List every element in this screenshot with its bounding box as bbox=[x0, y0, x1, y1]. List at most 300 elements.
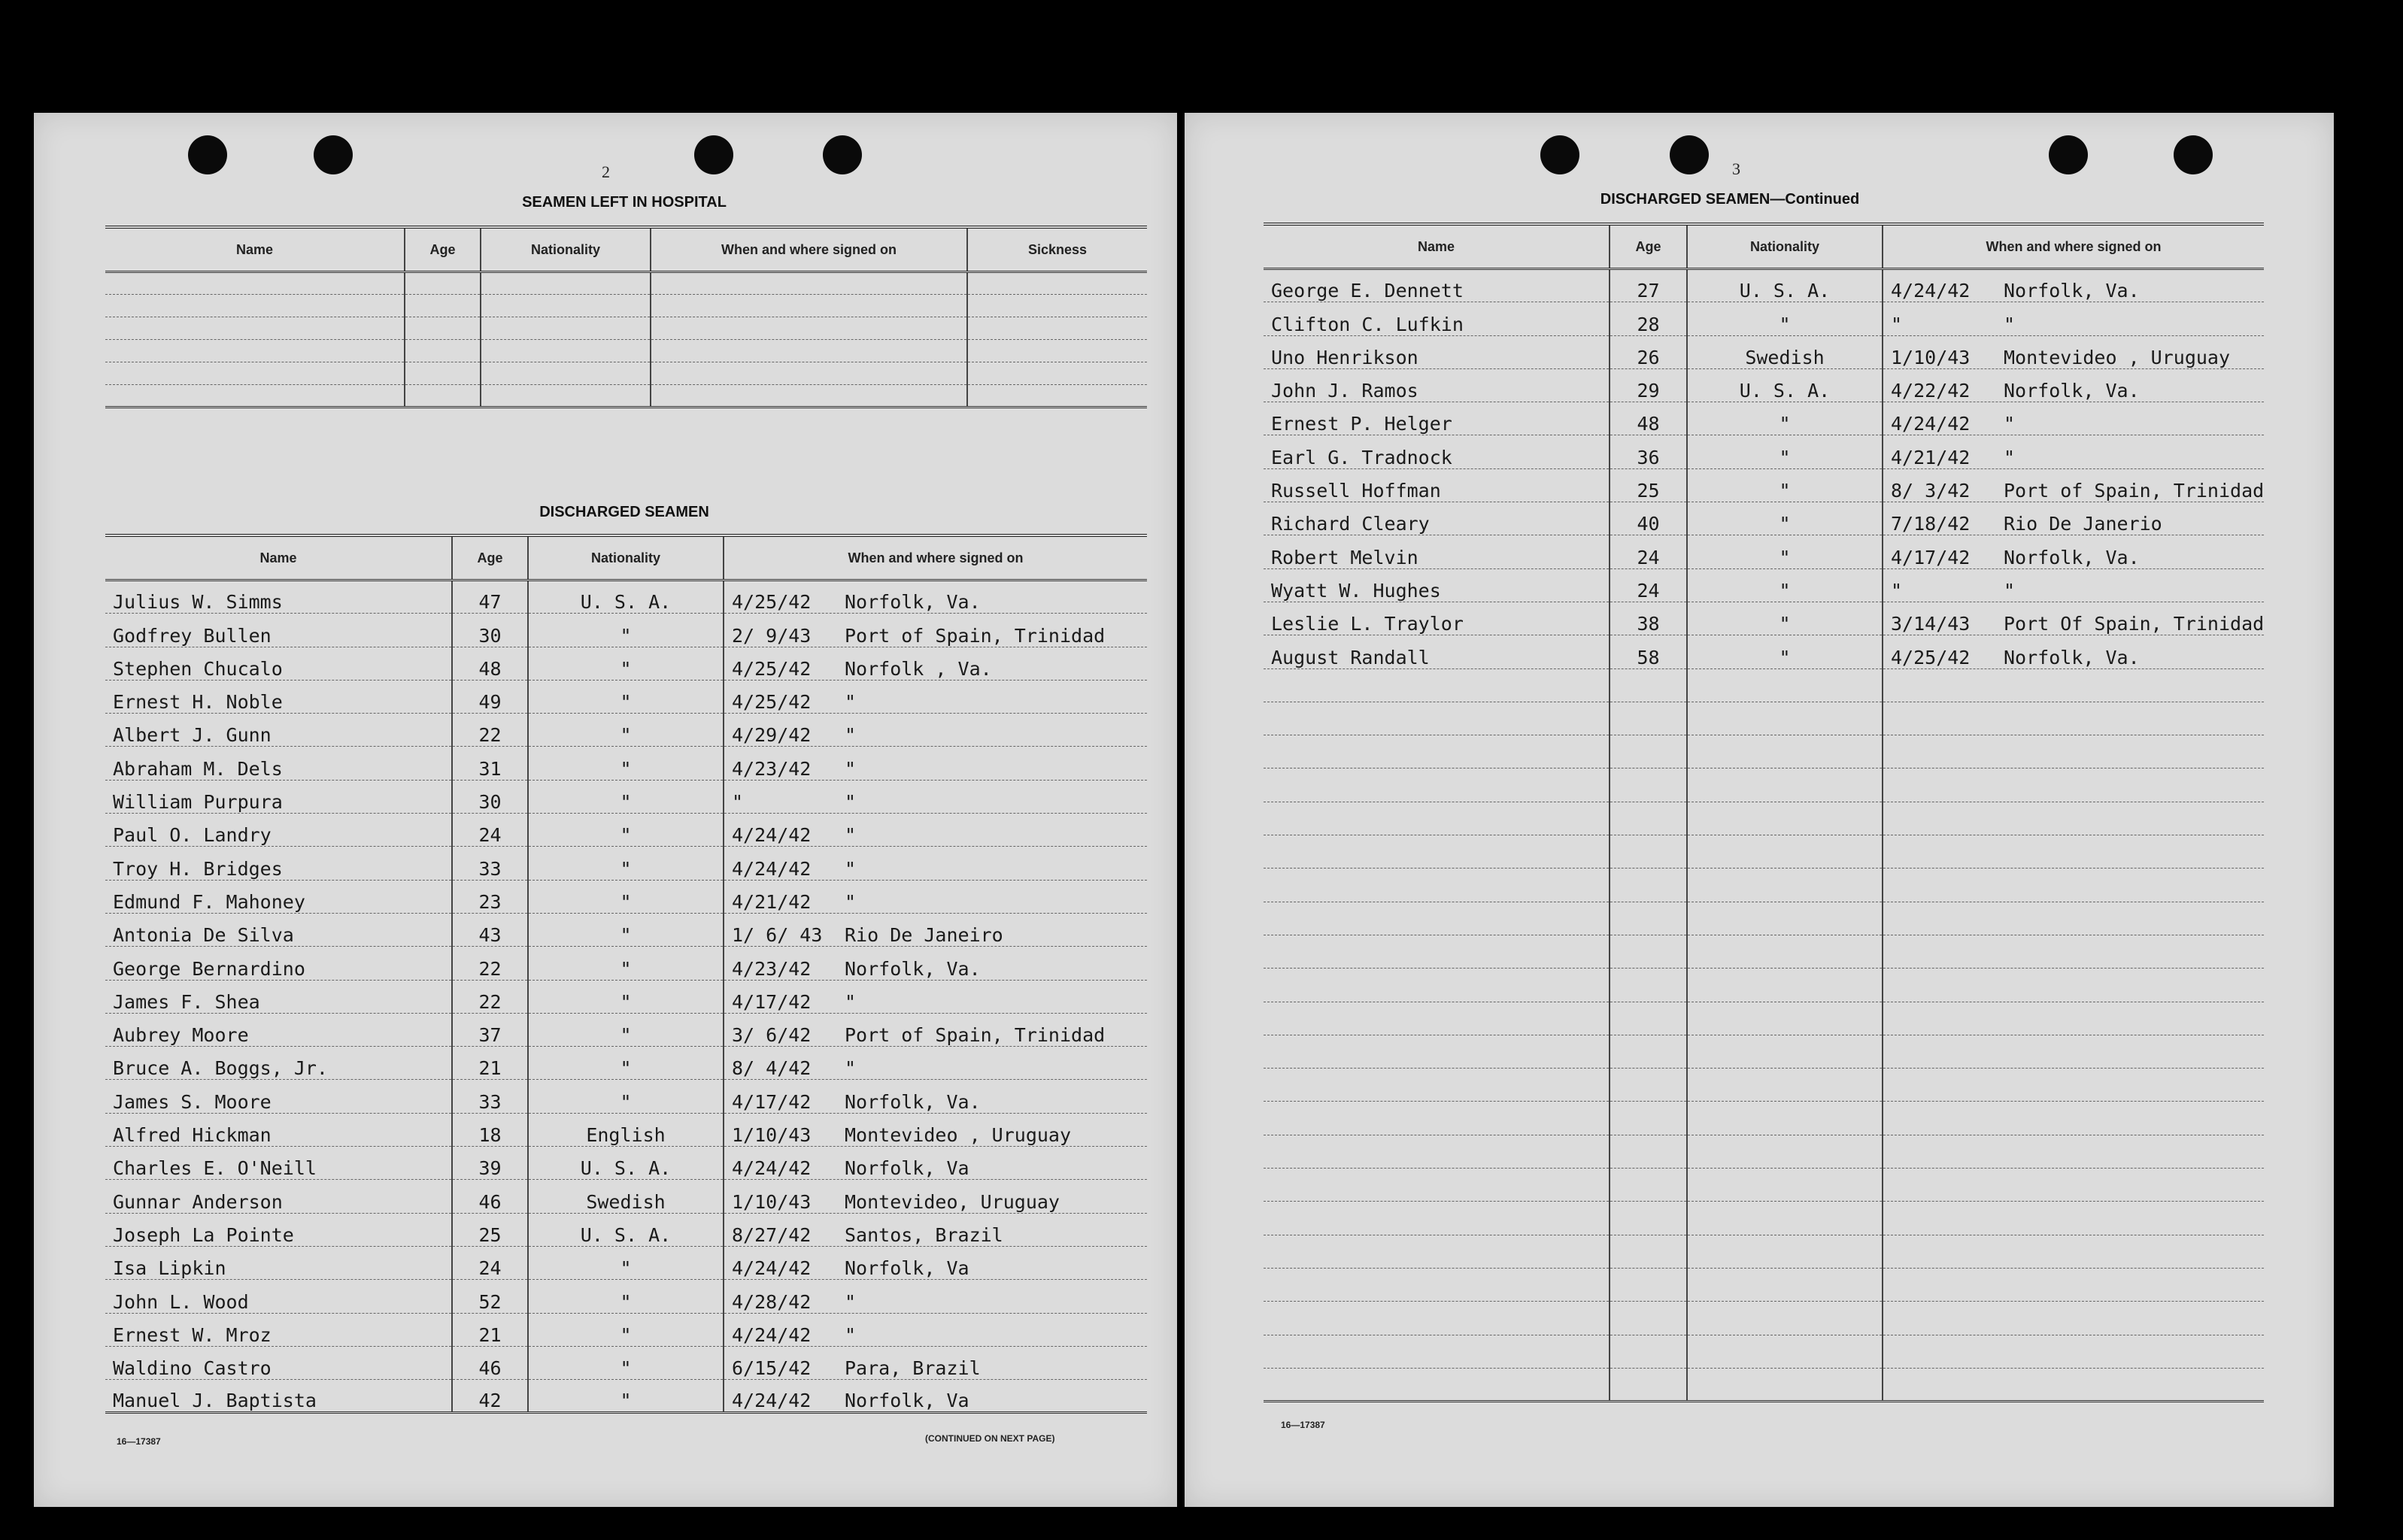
punch-hole bbox=[314, 135, 353, 174]
empty-cell bbox=[1264, 1169, 1610, 1202]
signed-on-date: 4/24/42 bbox=[732, 1390, 812, 1412]
empty-cell bbox=[1883, 935, 2264, 968]
table-row bbox=[1264, 568, 2264, 602]
empty-cell bbox=[651, 317, 967, 340]
table-row bbox=[105, 647, 1147, 680]
seaman-nationality: " bbox=[1687, 302, 1883, 335]
empty-cell bbox=[1264, 1268, 1610, 1301]
empty-cell bbox=[1264, 869, 1610, 902]
signed-on-place: Norfolk, Va bbox=[845, 1157, 969, 1180]
empty-cell bbox=[105, 385, 405, 408]
empty-cell bbox=[1264, 902, 1610, 935]
empty-cell bbox=[1687, 1335, 1883, 1368]
empty-cell bbox=[1883, 1202, 2264, 1235]
table-row bbox=[105, 780, 1147, 813]
seaman-nationality: Swedish bbox=[528, 1180, 724, 1213]
column-header-name: Name bbox=[105, 535, 452, 581]
seaman-nationality: U. S. A. bbox=[1687, 368, 1883, 402]
table-row bbox=[1264, 435, 2264, 468]
signed-on-cell bbox=[724, 581, 1147, 614]
seaman-name: Earl G. Tradnock bbox=[1264, 435, 1610, 468]
table-row bbox=[1264, 335, 2264, 368]
signed-on-place: " bbox=[845, 890, 857, 913]
empty-cell bbox=[1883, 1235, 2264, 1268]
signed-on-place: " bbox=[845, 857, 857, 880]
seaman-age: 31 bbox=[452, 747, 528, 780]
seaman-age: 25 bbox=[1610, 468, 1687, 502]
discharged-section-title: DISCHARGED SEAMEN bbox=[539, 504, 709, 520]
signed-on-date: 4/21/42 bbox=[732, 890, 812, 913]
seaman-age: 46 bbox=[452, 1180, 528, 1213]
signed-on-place: " bbox=[845, 1323, 857, 1346]
punch-hole bbox=[1670, 135, 1709, 174]
seaman-age: 36 bbox=[1610, 435, 1687, 468]
empty-cell bbox=[1610, 1069, 1687, 1102]
signed-on-date: 4/29/42 bbox=[732, 724, 812, 747]
empty-cell bbox=[481, 295, 651, 317]
seaman-nationality: " bbox=[528, 1013, 724, 1046]
signed-on-place: Port of Spain, Trinidad bbox=[2004, 480, 2265, 502]
seaman-nationality: " bbox=[528, 814, 724, 847]
seaman-name: Abraham M. Dels bbox=[105, 747, 452, 780]
signed-on-date: 4/24/42 bbox=[732, 857, 812, 880]
seaman-age: 38 bbox=[1610, 602, 1687, 635]
seaman-nationality: " bbox=[528, 1380, 724, 1413]
signed-on-date: " bbox=[732, 791, 744, 814]
empty-cell bbox=[405, 385, 481, 408]
seaman-name: John L. Wood bbox=[105, 1280, 452, 1313]
page-number: 3 bbox=[1732, 159, 1740, 178]
empty-cell bbox=[1610, 902, 1687, 935]
empty-row bbox=[1264, 1102, 2264, 1135]
seaman-name: Alfred Hickman bbox=[105, 1113, 452, 1146]
seaman-name: Joseph La Pointe bbox=[105, 1213, 452, 1246]
signed-on-date: " bbox=[1891, 313, 1903, 335]
seaman-age: 58 bbox=[1610, 635, 1687, 668]
signed-on-cell bbox=[1883, 635, 2264, 668]
empty-cell bbox=[105, 295, 405, 317]
column-header-nationality: Nationality bbox=[528, 535, 724, 581]
empty-cell bbox=[1687, 1069, 1883, 1102]
signed-on-date: 4/17/42 bbox=[732, 1090, 812, 1113]
empty-cell bbox=[1687, 702, 1883, 735]
empty-row bbox=[1264, 902, 2264, 935]
signed-on-cell bbox=[724, 814, 1147, 847]
empty-row bbox=[1264, 1202, 2264, 1235]
seaman-nationality: " bbox=[528, 980, 724, 1013]
table-row bbox=[105, 1180, 1147, 1213]
table-row bbox=[1264, 502, 2264, 535]
table-row bbox=[105, 980, 1147, 1013]
seaman-age: 42 bbox=[452, 1380, 528, 1413]
signed-on-place: Rio De Janerio bbox=[2004, 513, 2162, 535]
empty-cell bbox=[1687, 668, 1883, 702]
signed-on-place: " bbox=[845, 1057, 857, 1080]
continued-note: (CONTINUED ON NEXT PAGE) bbox=[925, 1433, 1055, 1444]
signed-on-date: " bbox=[1891, 579, 1903, 602]
table-row bbox=[1264, 302, 2264, 335]
empty-row bbox=[105, 272, 1147, 295]
seaman-name: Edmund F. Mahoney bbox=[105, 880, 452, 913]
empty-cell bbox=[1610, 768, 1687, 802]
seaman-age: 43 bbox=[452, 913, 528, 946]
empty-cell bbox=[1883, 1335, 2264, 1368]
empty-cell bbox=[1264, 1202, 1610, 1235]
seaman-nationality: " bbox=[1687, 602, 1883, 635]
empty-row bbox=[1264, 768, 2264, 802]
seaman-nationality: " bbox=[528, 1047, 724, 1080]
empty-cell bbox=[967, 295, 1147, 317]
table-row bbox=[105, 1113, 1147, 1146]
signed-on-cell bbox=[724, 1346, 1147, 1379]
signed-on-place: Montevideo, Uruguay bbox=[845, 1190, 1060, 1213]
form-number: 16—17387 bbox=[1281, 1420, 1325, 1430]
empty-cell bbox=[1610, 1102, 1687, 1135]
table-row bbox=[105, 714, 1147, 747]
seaman-name: Paul O. Landry bbox=[105, 814, 452, 847]
seaman-age: 26 bbox=[1610, 335, 1687, 368]
table-row bbox=[105, 747, 1147, 780]
signed-on-place: " bbox=[845, 691, 857, 714]
seaman-name: Stephen Chucalo bbox=[105, 647, 452, 680]
empty-cell bbox=[105, 362, 405, 385]
signed-on-cell bbox=[724, 980, 1147, 1013]
empty-cell bbox=[1610, 1302, 1687, 1335]
seaman-age: 22 bbox=[452, 947, 528, 980]
empty-row bbox=[1264, 1302, 2264, 1335]
empty-cell bbox=[1883, 1069, 2264, 1102]
signed-on-cell bbox=[1883, 435, 2264, 468]
seaman-nationality: " bbox=[528, 1313, 724, 1346]
empty-cell bbox=[1883, 802, 2264, 835]
signed-on-cell bbox=[724, 913, 1147, 946]
empty-row bbox=[1264, 1368, 2264, 1401]
table-row bbox=[105, 913, 1147, 946]
signed-on-cell bbox=[724, 947, 1147, 980]
hospital-table bbox=[105, 226, 1147, 408]
empty-cell bbox=[1610, 702, 1687, 735]
empty-cell bbox=[1610, 1268, 1687, 1301]
empty-cell bbox=[1883, 1002, 2264, 1035]
punch-hole bbox=[694, 135, 733, 174]
empty-cell bbox=[1883, 902, 2264, 935]
empty-row bbox=[1264, 869, 2264, 902]
empty-row bbox=[1264, 668, 2264, 702]
empty-row bbox=[1264, 802, 2264, 835]
signed-on-cell bbox=[724, 680, 1147, 713]
empty-cell bbox=[1264, 1035, 1610, 1068]
signed-on-date: 4/25/42 bbox=[732, 591, 812, 614]
signed-on-cell bbox=[724, 1280, 1147, 1313]
empty-cell bbox=[1883, 969, 2264, 1002]
form-number: 16—17387 bbox=[117, 1436, 161, 1447]
signed-on-cell bbox=[1883, 335, 2264, 368]
signed-on-place: " bbox=[2004, 413, 2016, 435]
seaman-age: 21 bbox=[452, 1313, 528, 1346]
seaman-name: Richard Cleary bbox=[1264, 502, 1610, 535]
table-row bbox=[105, 880, 1147, 913]
signed-on-cell bbox=[1883, 602, 2264, 635]
seaman-age: 49 bbox=[452, 680, 528, 713]
signed-on-place: Port of Spain, Trinidad bbox=[845, 1024, 1106, 1047]
empty-cell bbox=[1883, 668, 2264, 702]
discharged-continued-title bbox=[1561, 191, 1899, 208]
seaman-age: 27 bbox=[1610, 269, 1687, 302]
empty-cell bbox=[1264, 735, 1610, 768]
seaman-name: William Purpura bbox=[105, 780, 452, 813]
seaman-nationality: English bbox=[528, 1113, 724, 1146]
signed-on-date: 8/ 3/42 bbox=[1891, 480, 1971, 502]
empty-cell bbox=[405, 272, 481, 295]
signed-on-cell bbox=[1883, 302, 2264, 335]
signed-on-date: 7/18/42 bbox=[1891, 513, 1971, 535]
empty-cell bbox=[405, 295, 481, 317]
table-row bbox=[105, 1346, 1147, 1379]
empty-cell bbox=[967, 317, 1147, 340]
empty-cell bbox=[1687, 802, 1883, 835]
empty-cell bbox=[651, 295, 967, 317]
signed-on-place: Port of Spain, Trinidad bbox=[845, 624, 1106, 647]
empty-cell bbox=[105, 272, 405, 295]
empty-row bbox=[1264, 702, 2264, 735]
seaman-nationality: " bbox=[528, 780, 724, 813]
empty-cell bbox=[405, 340, 481, 362]
signed-on-cell bbox=[724, 1113, 1147, 1146]
seaman-age: 28 bbox=[1610, 302, 1687, 335]
empty-cell bbox=[1687, 935, 1883, 968]
signed-on-date: 4/17/42 bbox=[1891, 546, 1971, 568]
empty-cell bbox=[967, 362, 1147, 385]
signed-on-date: 4/28/42 bbox=[732, 1290, 812, 1313]
signed-on-place: Norfolk, Va. bbox=[2004, 280, 2140, 302]
signed-on-cell bbox=[724, 847, 1147, 880]
seaman-name: Robert Melvin bbox=[1264, 535, 1610, 568]
signed-on-cell bbox=[724, 647, 1147, 680]
empty-cell bbox=[1687, 768, 1883, 802]
seaman-name: James S. Moore bbox=[105, 1080, 452, 1113]
signed-on-cell bbox=[724, 1313, 1147, 1346]
seaman-name: George Bernardino bbox=[105, 947, 452, 980]
empty-row bbox=[105, 362, 1147, 385]
right-page bbox=[1185, 113, 2334, 1507]
signed-on-place: Port Of Spain, Trinidad bbox=[2004, 613, 2265, 635]
empty-cell bbox=[1264, 1069, 1610, 1102]
empty-cell bbox=[1883, 768, 2264, 802]
empty-row bbox=[1264, 1235, 2264, 1268]
empty-cell bbox=[967, 385, 1147, 408]
empty-cell bbox=[1687, 1102, 1883, 1135]
signed-on-date: 2/ 9/43 bbox=[732, 624, 812, 647]
table-row bbox=[105, 1080, 1147, 1113]
seaman-age: 23 bbox=[452, 880, 528, 913]
signed-on-date: 1/10/43 bbox=[732, 1124, 812, 1147]
empty-cell bbox=[1687, 1135, 1883, 1168]
signed-on-date: 8/ 4/42 bbox=[732, 1057, 812, 1080]
empty-cell bbox=[1687, 735, 1883, 768]
empty-row bbox=[1264, 1268, 2264, 1301]
seaman-age: 24 bbox=[1610, 535, 1687, 568]
table-row bbox=[105, 581, 1147, 614]
empty-cell bbox=[651, 362, 967, 385]
seaman-nationality: " bbox=[528, 747, 724, 780]
punch-hole bbox=[188, 135, 227, 174]
seaman-age: 33 bbox=[452, 1080, 528, 1113]
signed-on-cell bbox=[1883, 402, 2264, 435]
table-row bbox=[105, 1047, 1147, 1080]
page-number: 2 bbox=[602, 162, 610, 181]
table-row bbox=[1264, 468, 2264, 502]
seaman-age: 52 bbox=[452, 1280, 528, 1313]
empty-cell bbox=[1883, 1368, 2264, 1401]
seaman-name: Gunnar Anderson bbox=[105, 1180, 452, 1213]
signed-on-place: " bbox=[845, 1290, 857, 1313]
signed-on-date: 4/24/42 bbox=[732, 824, 812, 847]
empty-cell bbox=[105, 340, 405, 362]
seaman-name: Russell Hoffman bbox=[1264, 468, 1610, 502]
signed-on-place: Norfolk, Va. bbox=[845, 1090, 981, 1113]
table-row bbox=[105, 680, 1147, 713]
empty-row bbox=[1264, 969, 2264, 1002]
seaman-name: Isa Lipkin bbox=[105, 1246, 452, 1279]
signed-on-date: 1/ 6/ 43 bbox=[732, 924, 823, 947]
seaman-age: 22 bbox=[452, 980, 528, 1013]
discharged-table-body bbox=[105, 581, 1147, 1413]
empty-cell bbox=[1687, 1169, 1883, 1202]
seaman-name: Clifton C. Lufkin bbox=[1264, 302, 1610, 335]
empty-cell bbox=[1610, 1169, 1687, 1202]
empty-cell bbox=[405, 317, 481, 340]
signed-on-cell bbox=[1883, 368, 2264, 402]
seaman-nationality: " bbox=[1687, 568, 1883, 602]
seaman-nationality: " bbox=[528, 913, 724, 946]
empty-cell bbox=[1687, 1368, 1883, 1401]
continued-table-body bbox=[1264, 269, 2264, 1402]
table-row bbox=[105, 1313, 1147, 1346]
column-header-signed-on: When and where signed on bbox=[1883, 224, 2264, 269]
empty-cell bbox=[1264, 835, 1610, 869]
signed-on-place: " bbox=[2004, 313, 2016, 335]
punch-hole bbox=[2049, 135, 2088, 174]
empty-cell bbox=[651, 385, 967, 408]
empty-cell bbox=[1610, 1368, 1687, 1401]
signed-on-place: Norfolk, Va. bbox=[845, 957, 981, 980]
table-row bbox=[1264, 535, 2264, 568]
seaman-name: Waldino Castro bbox=[105, 1346, 452, 1379]
seaman-age: 24 bbox=[1610, 568, 1687, 602]
seaman-name: Ernest P. Helger bbox=[1264, 402, 1610, 435]
seaman-nationality: " bbox=[528, 647, 724, 680]
signed-on-cell bbox=[1883, 502, 2264, 535]
table-row bbox=[105, 1280, 1147, 1313]
empty-cell bbox=[651, 272, 967, 295]
signed-on-place: Norfolk, Va. bbox=[845, 591, 981, 614]
seaman-nationality: Swedish bbox=[1687, 335, 1883, 368]
empty-cell bbox=[1264, 935, 1610, 968]
seaman-nationality: " bbox=[528, 947, 724, 980]
column-header-nationality: Nationality bbox=[481, 227, 651, 272]
punch-hole bbox=[823, 135, 862, 174]
empty-cell bbox=[481, 340, 651, 362]
empty-row bbox=[1264, 1135, 2264, 1168]
empty-cell bbox=[1610, 802, 1687, 835]
signed-on-date: 4/17/42 bbox=[732, 990, 812, 1013]
table-row bbox=[1264, 635, 2264, 668]
empty-row bbox=[1264, 1335, 2264, 1368]
empty-cell bbox=[1610, 1035, 1687, 1068]
signed-on-place: " bbox=[845, 824, 857, 847]
seaman-name: Troy H. Bridges bbox=[105, 847, 452, 880]
seaman-name: Ernest H. Noble bbox=[105, 680, 452, 713]
signed-on-place: Norfolk, Va bbox=[845, 1390, 969, 1412]
signed-on-date: 4/21/42 bbox=[1891, 446, 1971, 468]
seaman-name: Ernest W. Mroz bbox=[105, 1313, 452, 1346]
signed-on-cell bbox=[1883, 269, 2264, 302]
empty-cell bbox=[1264, 802, 1610, 835]
empty-cell bbox=[1883, 1035, 2264, 1068]
signed-on-date: 3/14/43 bbox=[1891, 613, 1971, 635]
signed-on-place: Norfolk, Va bbox=[845, 1257, 969, 1280]
column-header-signed-on: When and where signed on bbox=[724, 535, 1147, 581]
seaman-name: August Randall bbox=[1264, 635, 1610, 668]
seaman-name: Leslie L. Traylor bbox=[1264, 602, 1610, 635]
table-row bbox=[1264, 602, 2264, 635]
table-row bbox=[1264, 269, 2264, 302]
empty-cell bbox=[1264, 1102, 1610, 1135]
title-suffix: —Continued bbox=[1770, 191, 1860, 208]
signed-on-cell bbox=[724, 714, 1147, 747]
table-row bbox=[105, 614, 1147, 647]
seaman-nationality: " bbox=[528, 680, 724, 713]
signed-on-date: 4/24/42 bbox=[1891, 280, 1971, 302]
empty-cell bbox=[1687, 1268, 1883, 1301]
seaman-name: Bruce A. Boggs, Jr. bbox=[105, 1047, 452, 1080]
seaman-age: 29 bbox=[1610, 368, 1687, 402]
column-header-sickness: Sickness bbox=[967, 227, 1147, 272]
seaman-age: 47 bbox=[452, 581, 528, 614]
seaman-nationality: " bbox=[528, 880, 724, 913]
empty-cell bbox=[105, 317, 405, 340]
seaman-name: George E. Dennett bbox=[1264, 269, 1610, 302]
seaman-age: 21 bbox=[452, 1047, 528, 1080]
seaman-name: Wyatt W. Hughes bbox=[1264, 568, 1610, 602]
discharged-continued-table bbox=[1264, 223, 2264, 1402]
empty-cell bbox=[1264, 1235, 1610, 1268]
empty-row bbox=[105, 317, 1147, 340]
empty-cell bbox=[651, 340, 967, 362]
empty-cell bbox=[1610, 1335, 1687, 1368]
table-row bbox=[105, 847, 1147, 880]
signed-on-date: 4/23/42 bbox=[732, 957, 812, 980]
signed-on-date: 4/24/42 bbox=[1891, 413, 1971, 435]
seaman-nationality: " bbox=[1687, 402, 1883, 435]
signed-on-place: Rio De Janeiro bbox=[845, 924, 1003, 947]
signed-on-place: " bbox=[845, 724, 857, 747]
seaman-age: 39 bbox=[452, 1147, 528, 1180]
seaman-nationality: " bbox=[1687, 535, 1883, 568]
seaman-age: 40 bbox=[1610, 502, 1687, 535]
discharged-table bbox=[105, 534, 1147, 1414]
empty-cell bbox=[1687, 1002, 1883, 1035]
empty-cell bbox=[1687, 1035, 1883, 1068]
seaman-age: 30 bbox=[452, 780, 528, 813]
signed-on-place: " bbox=[2004, 579, 2016, 602]
seaman-age: 24 bbox=[452, 814, 528, 847]
empty-cell bbox=[1610, 969, 1687, 1002]
signed-on-cell bbox=[724, 780, 1147, 813]
signed-on-place: Norfolk, Va. bbox=[2004, 646, 2140, 668]
seaman-nationality: " bbox=[1687, 635, 1883, 668]
signed-on-place: " bbox=[845, 791, 857, 814]
